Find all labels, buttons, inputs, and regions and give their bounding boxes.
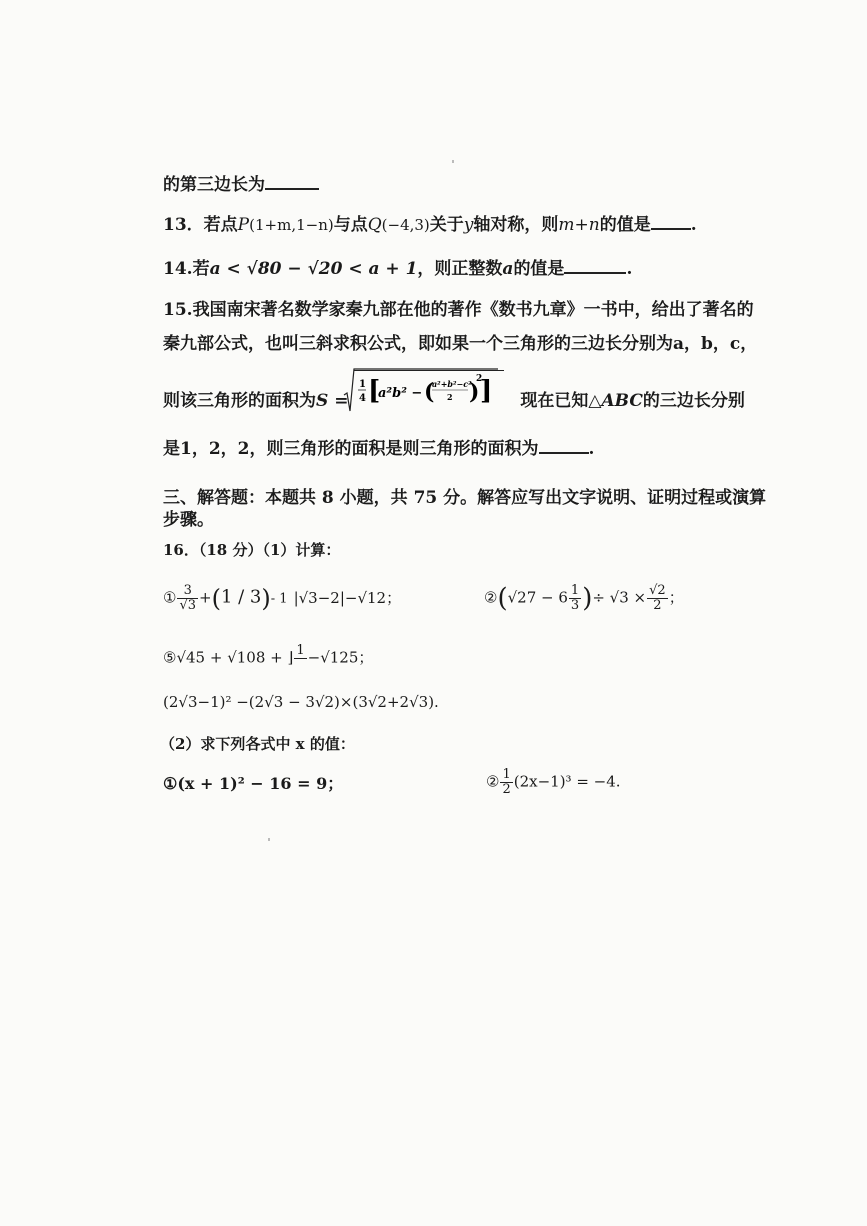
question-15-line3: [163, 374, 745, 425]
question-13: [163, 212, 697, 237]
svg-text:a²+b²−c²: a²+b²−c²: [432, 379, 472, 389]
q16-part2-text: （2）求下列各式中 x 的值：: [160, 735, 355, 753]
item-marker-2: ②: [484, 588, 498, 607]
area-s: S =: [316, 391, 349, 411]
q16-equation-1: [163, 772, 343, 796]
q16-item-1: ① $\frac{3}{√3}$ +(1 / 3)- 1 |√3−2|−√12；: [163, 583, 402, 613]
sqrt2-over-2: $\frac{√2}{2}$: [649, 583, 666, 613]
answer-blank: [265, 172, 319, 190]
q13-text-d: 轴对称，则: [473, 215, 559, 235]
section-3-text-1: 三、解答题：本题共 8 小题，共 75 分。解答应写出文字说明、证明过程或演算: [163, 488, 767, 508]
question-15-line2: [163, 332, 757, 356]
q14-end: .: [626, 259, 633, 279]
point-p-coord: (1+m,1−n): [249, 216, 334, 234]
triangle-abc: ABC: [601, 391, 643, 411]
q16-equation-2: [486, 768, 621, 797]
q16-3-text: ⑤√45 + √108 + ⌋: [163, 648, 294, 667]
svg-text:]: ]: [480, 376, 493, 406]
svg-text:1: 1: [359, 379, 367, 390]
q15-end: .: [588, 439, 595, 459]
q14-var: a: [502, 259, 514, 279]
q12-text: 的第三边长为: [163, 175, 265, 195]
point-p: P: [237, 215, 250, 235]
q14-text-c: 的值是: [513, 259, 565, 279]
q13-text-e: 的值是: [599, 215, 651, 235]
q15-text-3a: 则该三角形的面积为: [163, 391, 316, 411]
scan-speck: [268, 838, 270, 841]
axis-y: y: [463, 215, 474, 235]
q15-text-3c: 的三边长分别: [642, 391, 745, 411]
q12-continuation: [163, 172, 319, 197]
sqrt-one-third: $\frac{1}{3}$: [570, 583, 580, 613]
q16-4-text: (2√3−1)² −(2√3 − 3√2)×(3√2+2√3).: [163, 693, 439, 711]
svg-text:2: 2: [447, 392, 453, 402]
q15-text-1: 15.我国南宋著名数学家秦九部在他的著作《数书九章》一书中，给出了著名的: [163, 300, 754, 320]
point-q-coord: (−4,3): [381, 216, 430, 234]
q16-1-tail: |√3−2|−√12；: [293, 588, 402, 607]
q14-text-b: ，则正整数: [417, 259, 503, 279]
section-3-heading: [163, 486, 766, 510]
q15-text-3b: 现在已知△: [520, 391, 602, 411]
q13-end: .: [690, 215, 697, 235]
m-plus-n: m+n: [558, 215, 600, 235]
fraction-one: 1: [296, 643, 305, 658]
answer-blank: [564, 256, 626, 274]
scan-speck: [452, 160, 454, 163]
svg-text:2: 2: [476, 374, 483, 384]
question-15-line1: [163, 298, 754, 322]
fraction-3-over-sqrt3: $\frac{3}{√3}$: [179, 583, 197, 613]
q16-item-3: [163, 644, 373, 673]
svg-text:(: (: [424, 379, 435, 405]
q13-text-c: 关于: [429, 215, 464, 235]
q16-eq1-text: ①(x + 1)² − 16 = 9；: [163, 774, 344, 793]
q16-3-tail: −√125；: [307, 648, 374, 667]
item-marker-eq2: ②: [486, 772, 500, 791]
point-q: Q: [367, 215, 382, 235]
q16-eq2-tail: (2x−1)³ = −4.: [513, 772, 621, 791]
qin-formula: [354, 370, 504, 417]
q16-heading-text: 16．（18 分）（1）计算：: [163, 541, 341, 559]
section-3-heading-2: [163, 508, 214, 532]
section-3-text-2: 步骤。: [163, 510, 214, 530]
q15-text-2: 秦九部公式，也叫三斜求积公式，即如果一个三角形的三边长分别为a，b，c，: [163, 334, 758, 354]
q16-item-4: [163, 690, 439, 714]
q14-inequality: a < √80 − √20 < a + 1: [209, 259, 418, 279]
q15-text-4: 是1，2，2，则三角形的面积是则三角形的面积为: [163, 439, 539, 459]
svg-text:4: 4: [359, 393, 367, 404]
item-marker-1: ①: [163, 588, 177, 607]
question-16-heading: [163, 538, 340, 562]
svg-text:a²b² −: a²b² −: [378, 386, 423, 401]
answer-blank: [539, 436, 589, 454]
question-15-line4: [163, 436, 594, 461]
q13-text: 13．若点: [163, 215, 238, 235]
q13-text-b: 与点: [333, 215, 368, 235]
q14-text: 14.若: [163, 259, 210, 279]
answer-blank: [651, 212, 691, 230]
fraction-half: $\frac{1}{2}$: [502, 767, 511, 797]
svg-text:[: [: [368, 376, 381, 406]
q16-item-2: ②(√27 − 6 $\frac{1}{3}$ )÷ √3 × $\frac{√2}{2}$ ；: [484, 583, 684, 614]
question-14: [163, 256, 632, 281]
qin-formula-graphic: [342, 369, 493, 413]
svg-text:): ): [469, 379, 480, 405]
q16-part-2: [160, 732, 355, 756]
